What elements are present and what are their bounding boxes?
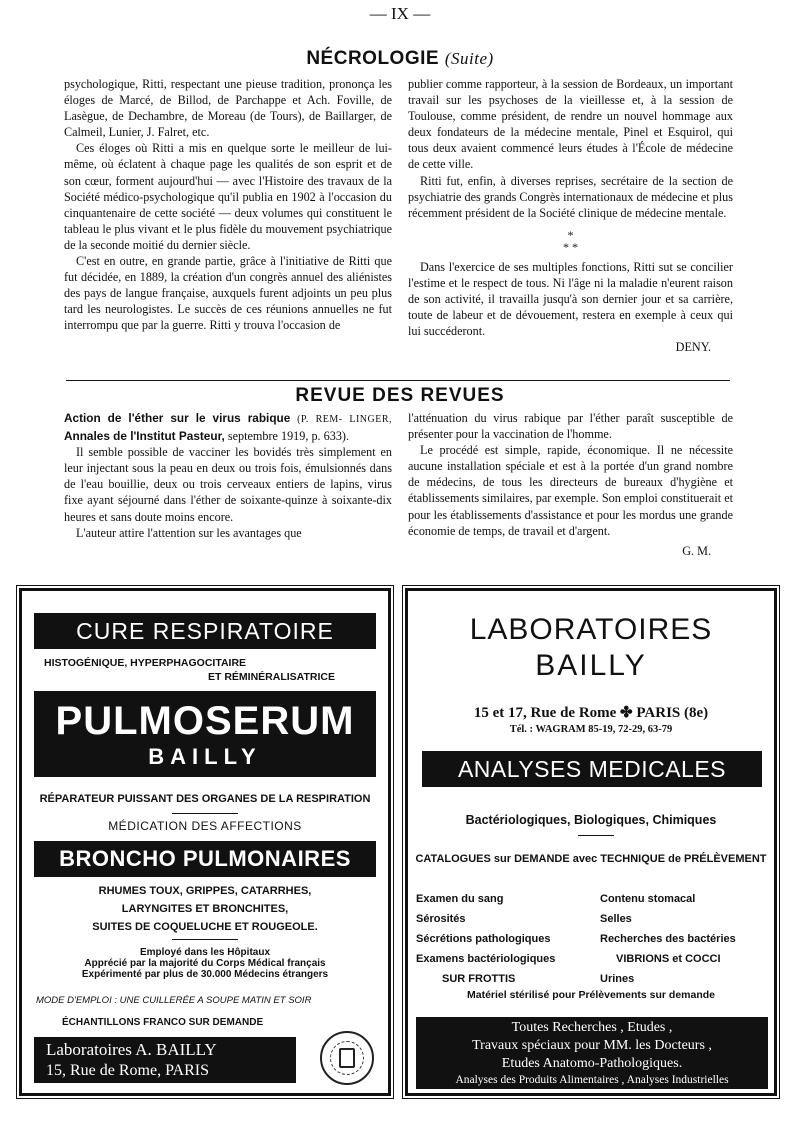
necro-left-p1: psychologique, Ritti, respectant une pieuse tradition, prononça les éloges de Marcé, de Billod, de Parchappe et Ach. Foville, de Lasègue, de Dechambre, de Moreau (de Tours), de Baillarger, de Calmeil, Lunier, J. Falret, etc. bbox=[64, 77, 392, 140]
revue-right-p1: l'atténuation du virus rabique par l'éther paraît susceptible de présenter pour la vaccination de l'homme. bbox=[408, 411, 733, 442]
ad-laryngites: LARYNGITES ET BRONCHITES, bbox=[121, 903, 289, 915]
necro-right-p3: Dans l'exercice de ses multiples fonctions, Ritti sut se concilier l'estime et le respect de tous. Ni l'âge ni la maladie n'eurent raison de son activité, il travailla jusqu'à son dernier jour et sa carrière, toute de labeur et de dévouement, restera en exemple à ceux qui lui succéderont. bbox=[408, 259, 733, 339]
ad-right-small-rule bbox=[578, 835, 614, 836]
ad-echantillons: ÉCHANTILLONS FRANCO SUR DEMANDE bbox=[62, 1017, 264, 1028]
box-line-1: Toutes Recherches , Etudes , bbox=[511, 1020, 673, 1035]
analyses-list-right bbox=[600, 889, 776, 989]
pulmoserum-brand: PULMOSERUM bbox=[55, 699, 355, 743]
revue-left-p1: Il semble possible de vacciner les bovidés très simplement en leur injectant sous la peau en deux ou trois fois, émulsionnés dans de l'eau bouillie, deux ou trois cerveaux entiers de lapins, virus fixe ayant séjourné dans l'éther de soixante-quinze à soixante-dix heures et sans doute moins encore. bbox=[64, 445, 392, 524]
recherches-block bbox=[416, 1017, 768, 1089]
necro-left-p2: Ces éloges où Ritti a mis en quelque sorte le meilleur de lui-même, où éclatent à chaque page les qualités de son esprit et de son cœur, forment aujourd'hui — avec l'Histoire des travaux de la Société médico-psychologique qu'il publia en 1902 à l'occasion du cinquantenaire de cette société — deux volumes qui constituent le tableau le plus vivant et le plus fidèle du mouvement psychiatrique de la seconde moitié du dernier siècle. bbox=[64, 141, 392, 252]
box-line-3: Etudes Anatomo-Pathologiques. bbox=[501, 1056, 683, 1071]
revue-journal: Annales de l'Institut Pasteur, bbox=[64, 429, 225, 444]
revue-left-column bbox=[64, 410, 392, 541]
labs-title: LABORATOIRES bbox=[469, 613, 713, 646]
revue-heading: REVUE DES REVUES bbox=[295, 385, 505, 406]
revue-right-column bbox=[408, 410, 733, 559]
list-item: Examens bactériologiques bbox=[416, 953, 556, 965]
revue-left-p2: L'auteur attire l'attention sur les avantages que bbox=[76, 525, 302, 540]
list-item: Contenu stomacal bbox=[600, 893, 696, 905]
necro-right-p1: publier comme rapporteur, à la session de Bordeaux, un important travail sur les psychoses de la vieillesse et, à la session de Toulouse, comme président, de rendre un nouvel hommage aux deux fondateurs de la médecine mentale, Pinel et Esquirol, qui tous deux avaient commencé leurs études à l'École de médecine de cette ville. bbox=[408, 77, 733, 172]
labs-title-bailly: BAILLY bbox=[535, 649, 647, 682]
list-item: Recherches des bactéries bbox=[600, 933, 736, 945]
ad-small-rule-2 bbox=[172, 939, 238, 940]
analyses-list-left bbox=[416, 889, 596, 989]
bailly-lab-address: 15, Rue de Rome, PARIS bbox=[46, 1062, 209, 1079]
ad-sub2: ET RÉMINÉRALISATRICE bbox=[208, 671, 335, 683]
labs-telephone: Tél. : WAGRAM 85-19, 72-29, 63-79 bbox=[509, 724, 673, 735]
bailly-lab-name: Laboratoires A. BAILLY bbox=[46, 1040, 217, 1059]
list-item: Examen du sang bbox=[416, 893, 504, 905]
necrologie-signature: DENY. bbox=[675, 340, 711, 355]
catalogues-line: CATALOGUES sur DEMANDE avec TECHNIQUE de PRÉLÈVEMENT bbox=[415, 853, 767, 865]
list-item: Sérosités bbox=[416, 913, 466, 925]
broncho-banner: BRONCHO PULMONAIRES bbox=[34, 841, 376, 877]
list-item: Selles bbox=[600, 913, 632, 925]
necro-left-p3: C'est en outre, en grande partie, grâce à l'initiative de Ritti que fut décidée, en 1889, la création d'un congrès annuel des aliénistes des pays de langue française, auxquels furent adjoints un peu plus tard les neurologistes. Le succès de ces réunions annuelles ne fut interrompu que par la guerre. Ritti y trouva l'occasion de bbox=[64, 254, 392, 333]
ad-employe: Employé dans les Hôpitaux bbox=[139, 947, 271, 958]
necrologie-right-column bbox=[408, 76, 733, 355]
revue-right-p2: Le procédé est simple, rapide, économique. Il ne nécessite aucune installation spéciale et est à la portée d'un grand nombre de médecins, de tous les directeurs de bureaux d'hygiène et établissements similaires, par exemple. Son emploi constituerait et pour les établissements d'assistance et pour les mordus une grande économie de temps, de travail et d'argent. bbox=[408, 443, 733, 538]
revue-signature: G. M. bbox=[682, 543, 711, 558]
necro-right-p2: Ritti fut, enfin, à diverses reprises, secrétaire de la section de psychiatrie des grands Congrès internationaux de médecine et plus récemment président de la Société clinique de médecine mentale. bbox=[408, 173, 733, 220]
ad-medication: MÉDICATION DES AFFECTIONS bbox=[108, 819, 302, 833]
list-item: Sécrétions pathologiques bbox=[416, 933, 551, 945]
ad-sub1: HISTOGÉNIQUE, HYPERPHAGOCITAIRE bbox=[44, 657, 247, 669]
list-item: VIBRIONS et COCCI bbox=[616, 953, 721, 965]
ad-rhumes: RHUMES TOUX, GRIPPES, CATARRHES, bbox=[98, 885, 312, 897]
list-item: SUR FROTTIS bbox=[442, 973, 516, 985]
laboratory-seal-icon bbox=[320, 1031, 374, 1085]
necrologie-heading bbox=[0, 48, 800, 70]
pulmoserum-block bbox=[34, 691, 376, 777]
pulmoserum-advertisement bbox=[19, 588, 391, 1096]
page-number: — IX — bbox=[369, 4, 431, 23]
ad-reparateur: RÉPARATEUR PUISSANT DES ORGANES DE LA RESPIRATION bbox=[39, 793, 371, 805]
necrologie-left-column bbox=[64, 76, 392, 334]
materiel-line: Matériel stérilisé pour Prélèvements sur demande bbox=[466, 989, 716, 1001]
pulmoserum-brand-sub: BAILLY bbox=[148, 744, 262, 769]
box-line-2: Travaux spéciaux pour MM. les Docteurs , bbox=[472, 1038, 712, 1053]
list-item: Urines bbox=[600, 973, 635, 985]
ad-suites: SUITES DE COQUELUCHE ET ROUGEOLE. bbox=[92, 921, 318, 933]
ad-experimente: Expérimenté par plus de 30.000 Médecins étrangers bbox=[81, 969, 329, 980]
labs-address: 15 et 17, Rue de Rome ✤ PARIS (8e) bbox=[473, 705, 709, 721]
ad-mode-emploi: MODE D'EMPLOI : UNE CUILLERÉE A SOUPE MATIN ET SOIR bbox=[36, 995, 312, 1006]
analyses-types: Bactériologiques, Biologiques, Chimiques bbox=[465, 813, 717, 827]
box-line-4: Analyses des Produits Alimentaires , Analyses Industrielles bbox=[455, 1074, 729, 1086]
necrologie-suite: (Suite) bbox=[444, 49, 494, 68]
analyses-banner: ANALYSES MEDICALES bbox=[422, 751, 762, 787]
necrologie-title: NÉCROLOGIE bbox=[306, 48, 440, 69]
bailly-lab-block bbox=[34, 1037, 296, 1083]
ad-small-rule bbox=[172, 813, 238, 814]
ad-apprecie: Apprécié par la majorité du Corps Médical français bbox=[84, 958, 326, 969]
cure-banner: CURE RESPIRATOIRE bbox=[34, 613, 376, 649]
revue-article-reference: Action de l'éther sur le virus rabique (P. REM- LINGER, Annales de l'Institut Pasteur, septembre 1919, p. 633). bbox=[64, 411, 393, 444]
divider-rule bbox=[66, 380, 730, 381]
bailly-laboratories-advertisement bbox=[405, 588, 777, 1096]
section-stars: * * * bbox=[563, 227, 578, 254]
revue-article-title: Action de l'éther sur le virus rabique bbox=[64, 411, 291, 425]
